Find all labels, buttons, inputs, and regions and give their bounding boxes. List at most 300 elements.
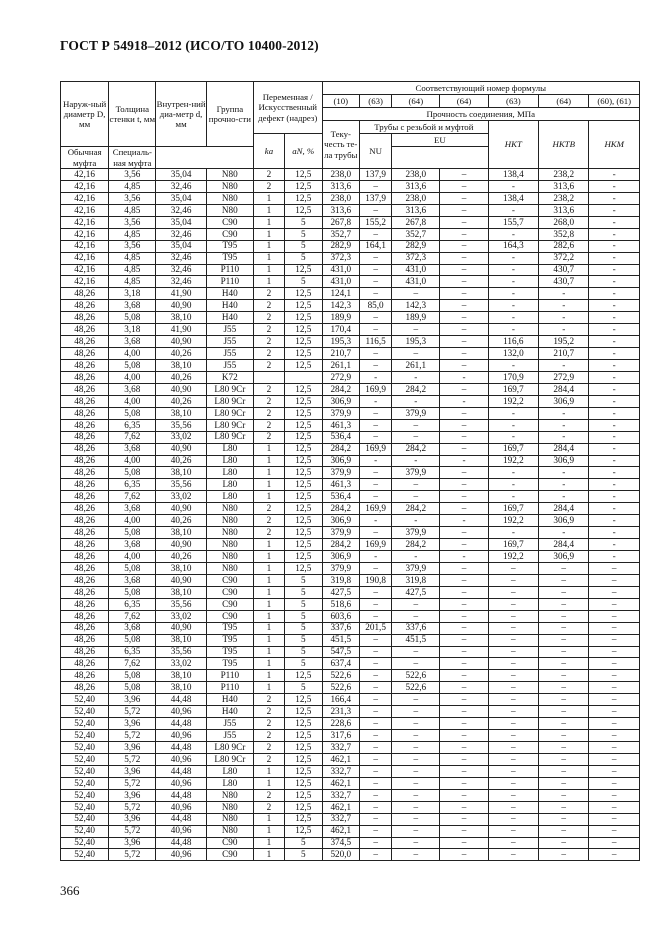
cell-regular-coupling: – [392,658,440,670]
cell-strength-group: N80 [206,825,253,837]
cell-nktv: 313,6 [539,204,589,216]
cell-nu: – [360,419,392,431]
cell-regular-coupling: - [392,455,440,467]
header-regular-coupling: Обычная муфта [61,147,109,169]
cell-special-coupling: – [440,383,488,395]
cell-special-coupling: – [440,562,488,574]
cell-ka: 2 [253,180,284,192]
table-row [61,467,640,479]
cell-nkt: – [488,694,538,706]
table-row [61,646,640,658]
cell-wall-thickness: 4,85 [109,228,156,240]
cell-an: 12,5 [285,395,323,407]
cell-outer-diameter: 48,26 [61,383,109,395]
header-eu: EU [392,134,488,147]
cell-yield-pipe: 379,9 [322,527,360,539]
cell-inner-diameter: 38,10 [156,527,206,539]
cell-yield-pipe: 166,4 [322,694,360,706]
cell-inner-diameter: 40,96 [156,730,206,742]
header-nkm: НКМ [589,121,640,169]
cell-nkt: – [488,562,538,574]
cell-ka: 2 [253,694,284,706]
cell-wall-thickness: 5,08 [109,360,156,372]
cell-special-coupling: – [440,336,488,348]
cell-an: 12,5 [285,491,323,503]
cell-regular-coupling: 282,9 [392,240,440,252]
cell-regular-coupling: 337,6 [392,622,440,634]
cell-wall-thickness: 3,96 [109,694,156,706]
cell-nkm: - [589,383,640,395]
cell-strength-group: T95 [206,646,253,658]
table-row [61,491,640,503]
table-row [61,682,640,694]
cell-an: 5 [285,658,323,670]
cell-nkm: - [589,228,640,240]
cell-an: 12,5 [285,431,323,443]
cell-nkm: - [589,527,640,539]
cell-nu: – [360,646,392,658]
cell-strength-group: H40 [206,300,253,312]
cell-nkt: - [488,467,538,479]
cell-regular-coupling: 319,8 [392,574,440,586]
cell-nktv: 306,9 [539,395,589,407]
cell-ka: 1 [253,598,284,610]
cell-special-coupling: – [440,539,488,551]
cell-nktv: – [539,682,589,694]
cell-special-coupling: – [440,742,488,754]
table-row [61,383,640,395]
cell-special-coupling: – [440,706,488,718]
cell-wall-thickness: 4,00 [109,455,156,467]
cell-nu: – [360,706,392,718]
cell-nu: – [360,789,392,801]
cell-ka: 1 [253,562,284,574]
cell-nktv: – [539,825,589,837]
cell-outer-diameter: 48,26 [61,574,109,586]
cell-inner-diameter: 40,90 [156,443,206,455]
cell-nkm: - [589,252,640,264]
cell-an: 12,5 [285,789,323,801]
cell-outer-diameter: 48,26 [61,348,109,360]
cell-yield-pipe: 284,2 [322,503,360,515]
cell-strength-group: N80 [206,180,253,192]
cell-special-coupling: - [440,515,488,527]
cell-nkm: – [589,646,640,658]
cell-ka: 1 [253,467,284,479]
cell-nu: – [360,491,392,503]
cell-nktv: – [539,742,589,754]
cell-wall-thickness: 3,56 [109,192,156,204]
cell-regular-coupling: – [392,598,440,610]
header-joint-strength: Прочность соединения, МПа [322,108,639,121]
cell-nktv: 430,7 [539,264,589,276]
cell-regular-coupling: – [392,849,440,861]
cell-strength-group: J55 [206,730,253,742]
cell-yield-pipe: 272,9 [322,371,360,383]
cell-inner-diameter: 33,02 [156,658,206,670]
cell-nktv: – [539,610,589,622]
cell-an: 12,5 [285,730,323,742]
cell-regular-coupling: 261,1 [392,360,440,372]
cell-nktv: – [539,646,589,658]
table-row [61,348,640,360]
cell-ka: 2 [253,801,284,813]
cell-nktv: – [539,634,589,646]
cell-regular-coupling: – [392,718,440,730]
cell-ka: 1 [253,539,284,551]
cell-nktv: 306,9 [539,551,589,563]
cell-ka: 2 [253,407,284,419]
cell-nktv: – [539,586,589,598]
header-an: aN, % [285,134,323,169]
cell-wall-thickness: 3,96 [109,789,156,801]
cell-nkt: - [488,360,538,372]
cell-inner-diameter: 38,10 [156,312,206,324]
cell-special-coupling: – [440,204,488,216]
cell-nkt: – [488,849,538,861]
cell-yield-pipe: 284,2 [322,383,360,395]
cell-nkm: - [589,264,640,276]
cell-outer-diameter: 52,40 [61,813,109,825]
cell-an: 12,5 [285,562,323,574]
cell-special-coupling: – [440,288,488,300]
cell-special-coupling: – [440,479,488,491]
cell-special-coupling: - [440,395,488,407]
cell-nkm: - [589,455,640,467]
cell-strength-group: L80 [206,777,253,789]
cell-nu: 201,5 [360,622,392,634]
cell-inner-diameter: 38,10 [156,634,206,646]
cell-yield-pipe: 332,7 [322,765,360,777]
cell-nkm: - [589,443,640,455]
cell-inner-diameter: 35,04 [156,216,206,228]
cell-wall-thickness: 3,68 [109,539,156,551]
cell-regular-coupling: 522,6 [392,682,440,694]
cell-an: 5 [285,276,323,288]
cell-yield-pipe: 306,9 [322,395,360,407]
cell-strength-group: N80 [206,813,253,825]
cell-yield-pipe: 372,3 [322,252,360,264]
cell-outer-diameter: 42,16 [61,216,109,228]
cell-outer-diameter: 52,40 [61,801,109,813]
header-formula-number: Соответствующий номер формулы [322,82,639,95]
cell-special-coupling: – [440,730,488,742]
cell-nkt: - [488,419,538,431]
cell-nu: 137,9 [360,192,392,204]
cell-outer-diameter: 52,40 [61,837,109,849]
cell-inner-diameter: 35,04 [156,240,206,252]
cell-outer-diameter: 48,26 [61,586,109,598]
cell-regular-coupling: 284,2 [392,383,440,395]
cell-wall-thickness: 3,68 [109,574,156,586]
cell-special-coupling: - [440,551,488,563]
cell-an: 5 [285,586,323,598]
cell-special-coupling: – [440,765,488,777]
cell-ka: 1 [253,204,284,216]
cell-regular-coupling: - [392,551,440,563]
cell-an: 12,5 [285,467,323,479]
cell-inner-diameter: 44,48 [156,837,206,849]
cell-nkm: – [589,789,640,801]
cell-regular-coupling: 379,9 [392,527,440,539]
cell-yield-pipe: 374,5 [322,837,360,849]
cell-strength-group: T95 [206,622,253,634]
cell-outer-diameter: 48,26 [61,371,109,383]
cell-special-coupling: – [440,837,488,849]
cell-nkt: – [488,837,538,849]
cell-yield-pipe: 332,7 [322,789,360,801]
cell-outer-diameter: 48,26 [61,312,109,324]
cell-nktv: – [539,622,589,634]
cell-wall-thickness: 5,08 [109,467,156,479]
cell-special-coupling: – [440,694,488,706]
cell-an: 12,5 [285,407,323,419]
cell-inner-diameter: 40,96 [156,801,206,813]
cell-outer-diameter: 48,26 [61,300,109,312]
cell-wall-thickness: 3,68 [109,503,156,515]
cell-nkm: – [589,777,640,789]
table-row [61,849,640,861]
cell-an: 12,5 [285,742,323,754]
cell-inner-diameter: 44,48 [156,813,206,825]
cell-regular-coupling: 352,7 [392,228,440,240]
cell-wall-thickness: 4,85 [109,276,156,288]
cell-nktv: - [539,467,589,479]
cell-an: 5 [285,574,323,586]
cell-an: 5 [285,622,323,634]
cell-nu: – [360,348,392,360]
cell-yield-pipe: 337,6 [322,622,360,634]
cell-ka: 2 [253,300,284,312]
cell-strength-group: C90 [206,216,253,228]
cell-an: 12,5 [285,515,323,527]
cell-inner-diameter: 32,46 [156,228,206,240]
cell-yield-pipe: 210,7 [322,348,360,360]
cell-strength-group: L80 9Cr [206,407,253,419]
table-row [61,371,640,383]
cell-nkm: - [589,395,640,407]
cell-strength-group: L80 9Cr [206,753,253,765]
cell-nkt: - [488,300,538,312]
cell-nkm: - [589,276,640,288]
header-strength-group: Группа прочно-сти [206,82,253,147]
cell-an: 5 [285,228,323,240]
cell-wall-thickness: 5,72 [109,753,156,765]
cell-wall-thickness: 5,08 [109,407,156,419]
cell-inner-diameter: 40,96 [156,849,206,861]
table-row [61,395,640,407]
cell-special-coupling: – [440,252,488,264]
cell-nu: – [360,813,392,825]
cell-outer-diameter: 48,26 [61,431,109,443]
cell-nu: – [360,849,392,861]
cell-nkm: – [589,574,640,586]
cell-inner-diameter: 35,04 [156,169,206,181]
cell-nktv: 282,6 [539,240,589,252]
cell-ka: 1 [253,682,284,694]
cell-nkt: - [488,527,538,539]
cell-nkm: - [589,192,640,204]
cell-regular-coupling: - [392,395,440,407]
table-row [61,407,640,419]
cell-strength-group: N80 [206,562,253,574]
cell-an: 5 [285,646,323,658]
cell-yield-pipe: 238,0 [322,192,360,204]
cell-special-coupling: – [440,491,488,503]
cell-yield-pipe: 189,9 [322,312,360,324]
cell-nktv: 195,2 [539,336,589,348]
cell-outer-diameter: 42,16 [61,204,109,216]
cell-regular-coupling: 284,2 [392,539,440,551]
cell-ka: 1 [253,479,284,491]
cell-outer-diameter: 42,16 [61,240,109,252]
cell-special-coupling: – [440,527,488,539]
cell-yield-pipe: 317,6 [322,730,360,742]
cell-nu: – [360,312,392,324]
cell-ka: 1 [253,658,284,670]
cell-nu: 169,9 [360,383,392,395]
cell-nkm: - [589,419,640,431]
cell-nktv: 268,0 [539,216,589,228]
cell-regular-coupling: – [392,324,440,336]
cell-wall-thickness: 6,35 [109,479,156,491]
cell-nkm: - [589,431,640,443]
cell-special-coupling: – [440,813,488,825]
cell-strength-group: C90 [206,849,253,861]
cell-nkm: - [589,180,640,192]
header-threaded-coupled: Трубы с резьбой и муфтой [360,121,489,134]
cell-special-coupling: – [440,169,488,181]
table-row [61,515,640,527]
cell-strength-group: N80 [206,789,253,801]
cell-special-coupling: – [440,825,488,837]
cell-nkt: 170,9 [488,371,538,383]
table-row [61,479,640,491]
table-row [61,288,640,300]
cell-yield-pipe: 461,3 [322,419,360,431]
cell-outer-diameter: 48,26 [61,395,109,407]
cell-nktv: 238,2 [539,169,589,181]
cell-regular-coupling: 284,2 [392,503,440,515]
cell-an: 12,5 [285,706,323,718]
cell-regular-coupling: 267,8 [392,216,440,228]
pipe-strength-table [60,81,640,861]
cell-outer-diameter: 48,26 [61,336,109,348]
cell-nkm: - [589,336,640,348]
cell-strength-group: J55 [206,718,253,730]
table-row [61,455,640,467]
cell-nkt: – [488,574,538,586]
table-row [61,718,640,730]
cell-inner-diameter: 40,90 [156,336,206,348]
cell-nkm: – [589,813,640,825]
cell-strength-group: N80 [206,204,253,216]
cell-outer-diameter: 52,40 [61,777,109,789]
cell-regular-coupling: 313,6 [392,180,440,192]
cell-ka: 1 [253,622,284,634]
cell-ka: 2 [253,312,284,324]
cell-strength-group: L80 9Cr [206,742,253,754]
cell-ka: 1 [253,491,284,503]
cell-yield-pipe: 518,6 [322,598,360,610]
cell-inner-diameter: 35,04 [156,192,206,204]
cell-an: 12,5 [285,551,323,563]
cell-ka: 2 [253,169,284,181]
cell-special-coupling: – [440,324,488,336]
cell-nu: – [360,228,392,240]
cell-special-coupling: - [440,371,488,383]
cell-outer-diameter: 42,16 [61,180,109,192]
cell-nkt: – [488,706,538,718]
cell-regular-coupling: – [392,765,440,777]
header-inner-diameter: Внутрен-ний диа-метр d, мм [156,82,206,147]
cell-nkt: - [488,407,538,419]
cell-yield-pipe: 319,8 [322,574,360,586]
table-row [61,539,640,551]
cell-nu: – [360,837,392,849]
cell-nktv: 306,9 [539,515,589,527]
cell-an: 5 [285,837,323,849]
cell-nu: - [360,551,392,563]
cell-special-coupling: – [440,682,488,694]
cell-inner-diameter: 40,96 [156,777,206,789]
cell-nktv: - [539,491,589,503]
cell-nkt: - [488,491,538,503]
cell-yield-pipe: 547,5 [322,646,360,658]
cell-strength-group: N80 [206,515,253,527]
cell-regular-coupling: - [392,515,440,527]
cell-strength-group: C90 [206,598,253,610]
cell-strength-group: C90 [206,586,253,598]
cell-outer-diameter: 48,26 [61,598,109,610]
cell-strength-group: H40 [206,694,253,706]
cell-inner-diameter: 44,48 [156,742,206,754]
cell-an: 12,5 [285,777,323,789]
cell-nkm: - [589,503,640,515]
cell-inner-diameter: 32,46 [156,180,206,192]
cell-inner-diameter: 38,10 [156,670,206,682]
cell-an: 12,5 [285,539,323,551]
cell-yield-pipe: 306,9 [322,551,360,563]
cell-strength-group: K72 [206,371,253,383]
cell-regular-coupling: – [392,777,440,789]
header-wall-thickness: Толщина стенки t, мм [109,82,156,147]
cell-nu: – [360,360,392,372]
cell-regular-coupling: 142,3 [392,300,440,312]
cell-wall-thickness: 7,62 [109,491,156,503]
cell-strength-group: H40 [206,288,253,300]
cell-yield-pipe: 124,1 [322,288,360,300]
cell-strength-group: J55 [206,348,253,360]
cell-yield-pipe: 431,0 [322,276,360,288]
cell-special-coupling: – [440,718,488,730]
cell-special-coupling: – [440,419,488,431]
cell-nkm: – [589,765,640,777]
cell-ka: 1 [253,670,284,682]
cell-nkt: – [488,765,538,777]
cell-inner-diameter: 40,26 [156,515,206,527]
cell-strength-group: L80 [206,443,253,455]
table-header [61,82,640,169]
cell-nkm: – [589,825,640,837]
cell-wall-thickness: 5,08 [109,682,156,694]
cell-nkm: - [589,515,640,527]
cell-nkm: - [589,216,640,228]
cell-nu: – [360,252,392,264]
cell-special-coupling: – [440,407,488,419]
cell-outer-diameter: 52,40 [61,694,109,706]
cell-nkt: 192,2 [488,455,538,467]
